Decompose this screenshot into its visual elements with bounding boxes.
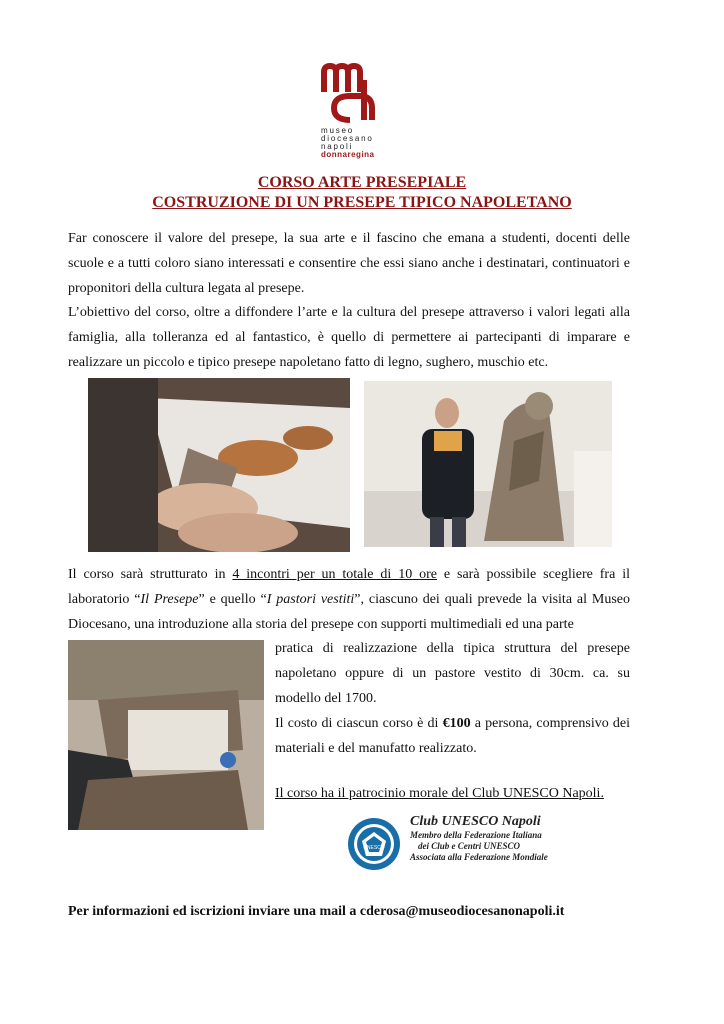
museum-logo-mark	[320, 62, 376, 124]
course-description	[68, 562, 630, 637]
lab-il-presepe: Il Presepe	[140, 592, 199, 607]
logo-line-napoli: napoli	[321, 142, 354, 151]
unesco-line-2: dei Club e Centri UNESCO	[418, 841, 521, 851]
intro-paragraph-2: L’obiettivo del corso, oltre a diffondere l’arte e la cultura del presepe attraverso i valori legati alla famiglia, alla tolleranza ed al fantastico, è quello di permettere ai partecipanti di imparare e realizzare un piccolo e tipico presepe napoletano fatto di legno, sughero, muschio etc.	[68, 305, 630, 370]
patronage-note: Il corso ha il patrocinio morale del Club UNESCO Napoli.	[275, 786, 604, 801]
cost-text-a: Il costo di ciascun corso è di	[275, 716, 443, 731]
unesco-club-logo	[346, 814, 616, 874]
intro-paragraph-1: Far conoscere il valore del presepe, la sua arte e il fascino che emana a studenti, docenti delle scuole e a tutti coloro siano interessati e consentire che essi siano anche i destinatari, continuatori e proponitori della cultura legata al presepe.	[68, 231, 630, 296]
course-duration: 4 incontri per un totale di 10 ore	[232, 567, 437, 582]
unesco-emblem-label: UNESCO	[363, 845, 385, 851]
logo-line-donnaregina: donnaregina	[321, 150, 375, 159]
unesco-line-1: Membro della Federazione Italiana	[410, 830, 542, 840]
unesco-line-3: Associata alla Federazione Mondiale	[410, 852, 548, 862]
course-text-a: Il corso sarà strutturato in	[68, 567, 233, 582]
photo-man-with-presepe	[364, 381, 612, 547]
unesco-emblem-icon	[346, 816, 402, 872]
cost-amount: €100	[442, 716, 471, 731]
logo-line-museo: museo	[321, 126, 355, 135]
contact-info: Per informazioni ed iscrizioni inviare una mail a cderosa@museodiocesanonapoli.it	[68, 904, 565, 919]
cost-text-c: a persona, comprensivo dei materiali e del manufatto realizzato.	[275, 716, 630, 756]
museum-logo	[318, 62, 378, 159]
course-text-g: ”, ciascuno dei quali prevede la visita al Museo Diocesano, una introduzione alla storia del presepe con supporti multimediali ed una parte	[68, 592, 630, 632]
course-details	[275, 636, 630, 761]
logo-line-diocesano: diocesano	[321, 134, 374, 143]
photo-hands-crafting	[88, 378, 350, 552]
course-title: CORSO ARTE PRESEPIALE	[257, 174, 467, 191]
course-practical-part: pratica di realizzazione della tipica struttura del presepe napoletano oppure di un pastore vestito di 30cm. ca. su modello del 1700.	[275, 641, 630, 706]
unesco-title: Club UNESCO Napoli	[410, 814, 541, 829]
photo-presepe-construction	[68, 640, 264, 830]
lab-pastori-vestiti: I pastori vestiti	[266, 592, 355, 607]
course-text-c: e sarà possibile scegliere fra il laboratorio “	[68, 567, 630, 607]
course-subtitle: COSTRUZIONE DI UN PRESEPE TIPICO NAPOLETANO	[152, 194, 572, 211]
course-text-e: ” e quello “	[198, 592, 267, 607]
